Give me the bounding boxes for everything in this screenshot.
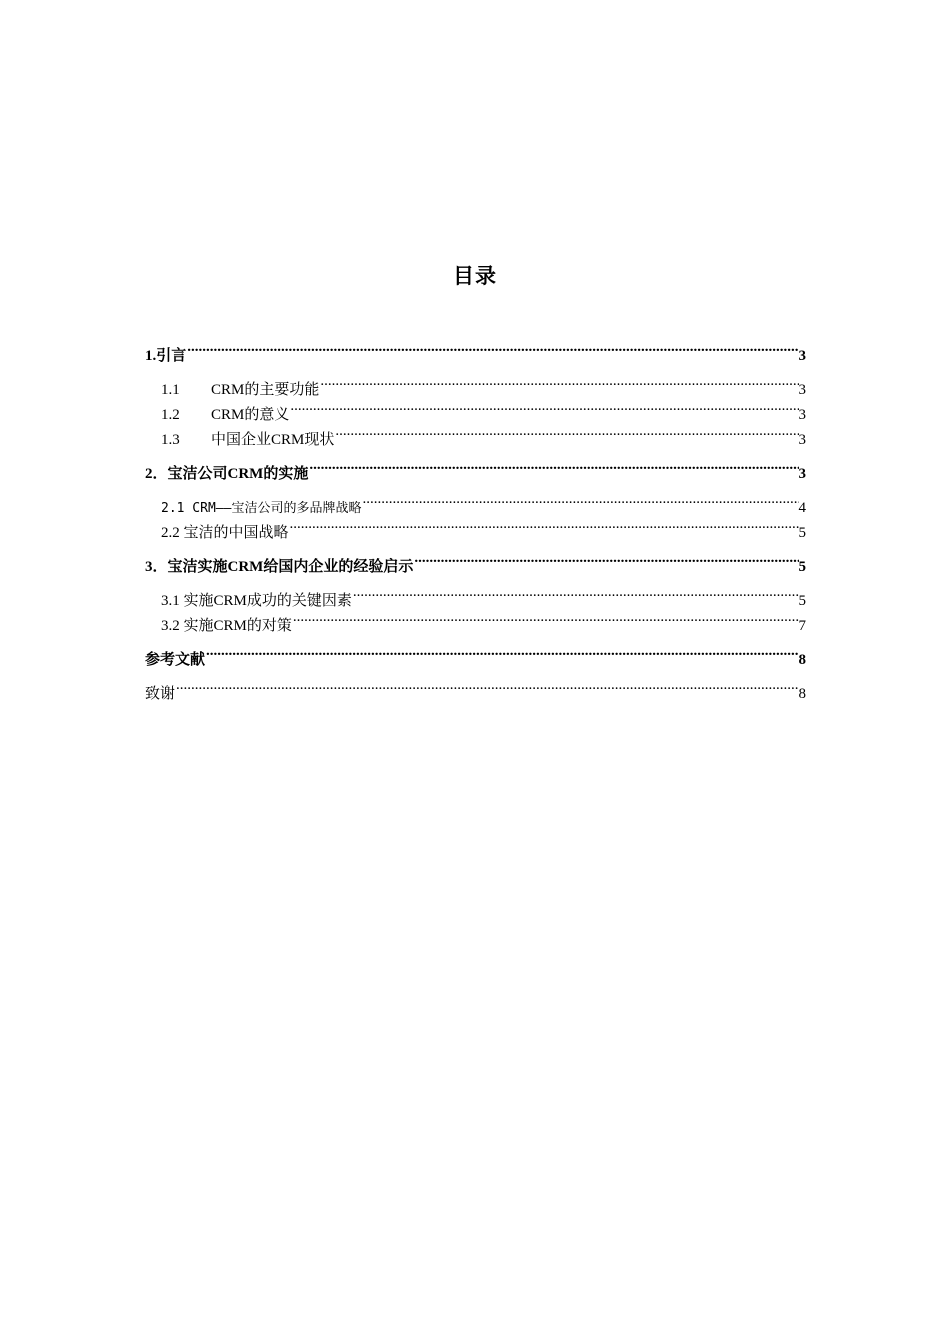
- toc-entry-page: 5: [798, 525, 806, 541]
- toc-title: 目录: [453, 264, 497, 288]
- toc-entry-label: 2．宝洁公司CRM的实施: [145, 466, 309, 482]
- toc-leader-dots: [205, 639, 798, 664]
- toc-entry-label: 2.2 宝洁的中国战略: [161, 525, 289, 541]
- toc-leader-dots: [413, 546, 798, 571]
- toc-leader-dots: [361, 487, 798, 512]
- toc-leader-dots: [289, 512, 799, 537]
- toc-entry-number: 1.3: [161, 432, 180, 448]
- toc-entry-introduction[interactable]: [145, 335, 806, 364]
- toc-entry-label: 致谢: [145, 686, 176, 702]
- toc-entry-page: 3: [798, 382, 806, 398]
- toc-entry-pg-crm-implementation[interactable]: [145, 453, 806, 482]
- toc-entry-multi-brand-strategy[interactable]: [145, 487, 806, 516]
- toc-entry-page: 4: [798, 500, 806, 516]
- toc-entry-key-success-factors[interactable]: [145, 580, 806, 609]
- toc-entry-acknowledgements[interactable]: [145, 673, 806, 702]
- toc-entry-label: 3．宝洁实施CRM给国内企业的经验启示: [145, 559, 414, 575]
- table-of-contents: [145, 335, 806, 702]
- toc-entry-lessons-learned[interactable]: [145, 546, 806, 575]
- toc-entry-page: 5: [798, 559, 806, 575]
- toc-entry-page: 8: [798, 686, 806, 702]
- toc-entry-label: 中国企业CRM现状: [211, 432, 335, 448]
- toc-entry-label: CRM的主要功能: [211, 382, 320, 398]
- toc-leader-dots: [308, 453, 798, 478]
- toc-entry-crm-functions[interactable]: [145, 369, 806, 398]
- toc-leader-dots: [334, 419, 798, 444]
- toc-entry-page: 5: [798, 593, 806, 609]
- toc-leader-dots: [175, 673, 798, 698]
- toc-entry-page: 3: [798, 348, 806, 364]
- toc-leader-dots: [292, 605, 799, 630]
- toc-entry-page: 7: [798, 618, 806, 634]
- toc-entry-references[interactable]: [145, 639, 806, 668]
- toc-leader-dots: [319, 369, 798, 394]
- toc-entry-page: 3: [798, 432, 806, 448]
- toc-entry-page: 8: [798, 652, 806, 668]
- toc-entry-label: 2.1 CRM——宝洁公司的多品牌战略: [161, 501, 362, 516]
- toc-entry-label: 参考文献: [145, 652, 206, 668]
- toc-leader-dots: [186, 335, 798, 360]
- toc-entry-label: 3.2 实施CRM的对策: [161, 618, 292, 634]
- toc-leader-dots: [289, 394, 798, 419]
- toc-entry-page: 3: [798, 466, 806, 482]
- toc-entry-label: 1.引言: [145, 348, 187, 364]
- toc-entry-label: 3.1 实施CRM成功的关键因素: [161, 593, 352, 609]
- toc-leader-dots: [352, 580, 799, 605]
- toc-entry-number: 1.2: [161, 407, 180, 423]
- toc-entry-number: 1.1: [161, 382, 180, 398]
- toc-entry-label: CRM的意义: [211, 407, 290, 423]
- toc-entry-page: 3: [798, 407, 806, 423]
